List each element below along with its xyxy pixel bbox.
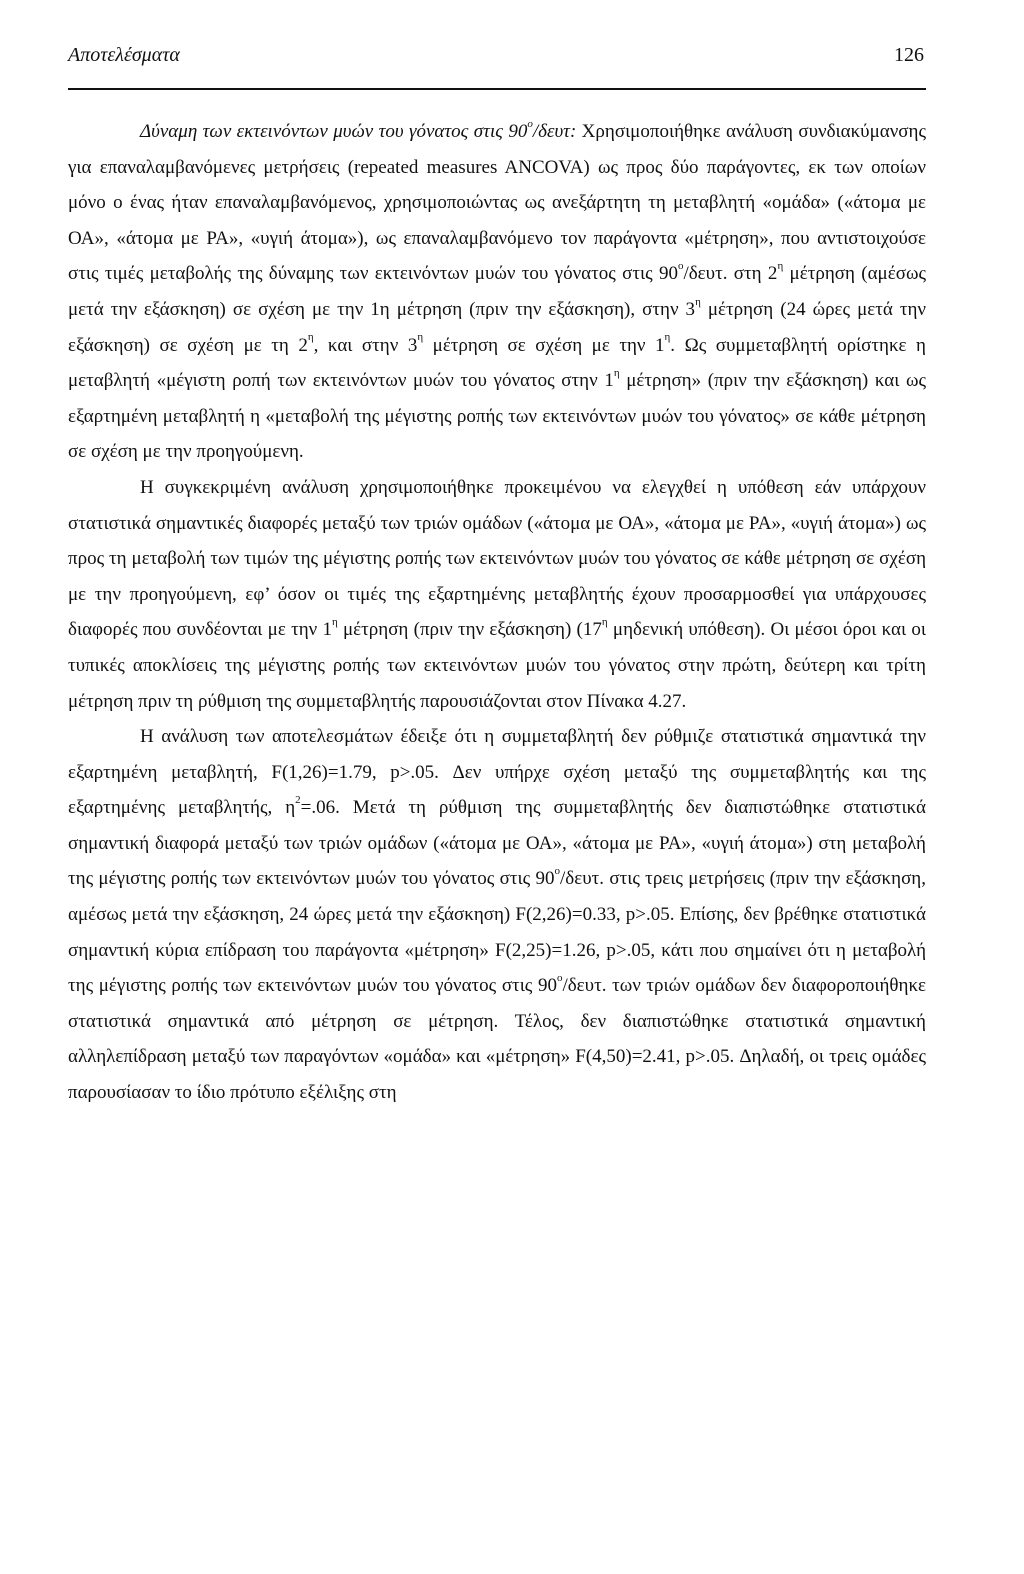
page-body: [68, 114, 926, 1111]
paragraph-1: Δύναμη των εκτεινόντων μυών του γόνατος στις $90^o$/δευτ: Χρησιμοποιήθηκε ανάλυση συνδιακύμανσης για επαναλαμβανόμενες μετρήσεις (repeated measures ANCOVA) ως προς δύο παράγοντες, εκ των οποίων μόνο ο ένας ήταν επαναλαμβανόμενος, χρησιμοποιώντας ως ανεξάρτητη τη μεταβλητή «ομάδα» («άτομα με ΟΑ», «άτομα με ΡΑ», «υγιή άτομα»), ως επαναλαμβανόμενο τον παράγοντα «μέτρηση», που αντιστοιχούσε στις τιμές μεταβολής της δύναμης των εκτεινόντων μυών του γόνατος στις $90^o$/δευτ. στη $2^\eta$ μέτρηση (αμέσως μετά την εξάσκηση) σε σχέση με την 1η μέτρηση (πριν την εξάσκηση), στην $3^\eta$ μέτρηση (24 ώρες μετά την εξάσκηση) σε σχέση με τη $2^\eta$, και στην $3^\eta$ μέτρηση σε σχέση με την $1^\eta$. Ως συμμεταβλητή ορίστηκε η μεταβλητή «μέγιστη ροπή των εκτεινόντων μυών του γόνατος στην $1^\eta$ μέτρηση» (πριν την εξάσκηση) και ως εξαρτημένη μεταβλητή η «μεταβολή της μέγιστης ροπής των εκτεινόντων μυών του γόνατος» σε κάθε μέτρηση σε σχέση με την προηγούμενη.: [68, 117, 927, 463]
header-divider: [68, 88, 926, 90]
section-title: Αποτελέσματα: [68, 44, 180, 66]
page-number: 126: [894, 44, 924, 66]
paragraph-2: Η συγκεκριμένη ανάλυση χρησιμοποιήθηκε προκειμένου να ελεγχθεί η υπόθεση εάν υπάρχουν στατιστικά σημαντικές διαφορές μεταξύ των τριών ομάδων («άτομα με ΟΑ», «άτομα με ΡΑ», «υγιή άτομα») ως προς τη μεταβολή των τιμών της μέγιστης ροπής των εκτεινόντων μυών του γόνατος σε κάθε μέτρηση σε σχέση με την προηγούμενη, εφ’ όσον οι τιμές της εξαρτημένης μεταβλητής έχουν προσαρμοσθεί για υπάρχουσες διαφορές που συνδέονται με την $1^\eta$ μέτρηση (πριν την εξάσκηση) ($17^\eta$ μηδενική υπόθεση). Οι μέσοι όροι και οι τυπικές αποκλίσεις της μέγιστης ροπής των εκτεινόντων μυών του γόνατος στην πρώτη, δεύτερη και τρίτη μέτρηση πριν τη ρύθμιση της συμμεταβλητής παρουσιάζονται στον Πίνακα 4.27.: [68, 476, 926, 712]
page-header: [68, 44, 924, 84]
paragraph-3: Η ανάλυση των αποτελεσμάτων έδειξε ότι η συμμεταβλητή δεν ρύθμιζε στατιστικά σημαντικά την εξαρτημένη μεταβλητή, F(1,26)=1.79, p>.05. Δεν υπήρχε σχέση μεταξύ της συμμεταβλητής και της εξαρτημένης μεταβλητής, $\eta^2=.06$. Μετά τη ρύθμιση της συμμεταβλητής δεν διαπιστώθηκε στατιστικά σημαντική διαφορά μεταξύ των τριών ομάδων («άτομα με ΟΑ», «άτομα με ΡΑ», «υγιή άτομα») στη μεταβολή της μέγιστης ροπής των εκτεινόντων μυών του γόνατος στις $90^o$/δευτ. στις τρεις μετρήσεις (πριν την εξάσκηση, αμέσως μετά την εξάσκηση, 24 ώρες μετά την εξάσκηση) F(2,26)=0.33, p>.05. Επίσης, δεν βρέθηκε στατιστικά σημαντική κύρια επίδραση του παράγοντα «μέτρηση» F(2,25)=1.26, p>.05, κάτι που σημαίνει ότι η μεταβολή της μέγιστης ροπής των εκτεινόντων μυών του γόνατος στις $90^o$/δευτ. των τριών ομάδων δεν διαφοροποιήθηκε στατιστικά σημαντικά από μέτρηση σε μέτρηση. Τέλος, δεν διαπιστώθηκε στατιστικά σημαντική αλληλεπίδραση μεταξύ των παραγόντων «ομάδα» και «μέτρηση» F(4,50)=2.41, p>.05. Δηλαδή, οι τρεις ομάδες παρουσίασαν το ίδιο πρότυπο εξέλιξης στη: [68, 726, 927, 1104]
paragraph-heading: Δύναμη των εκτεινόντων μυών του γόνατος στις $90^o$/δευτ:: [140, 117, 577, 142]
